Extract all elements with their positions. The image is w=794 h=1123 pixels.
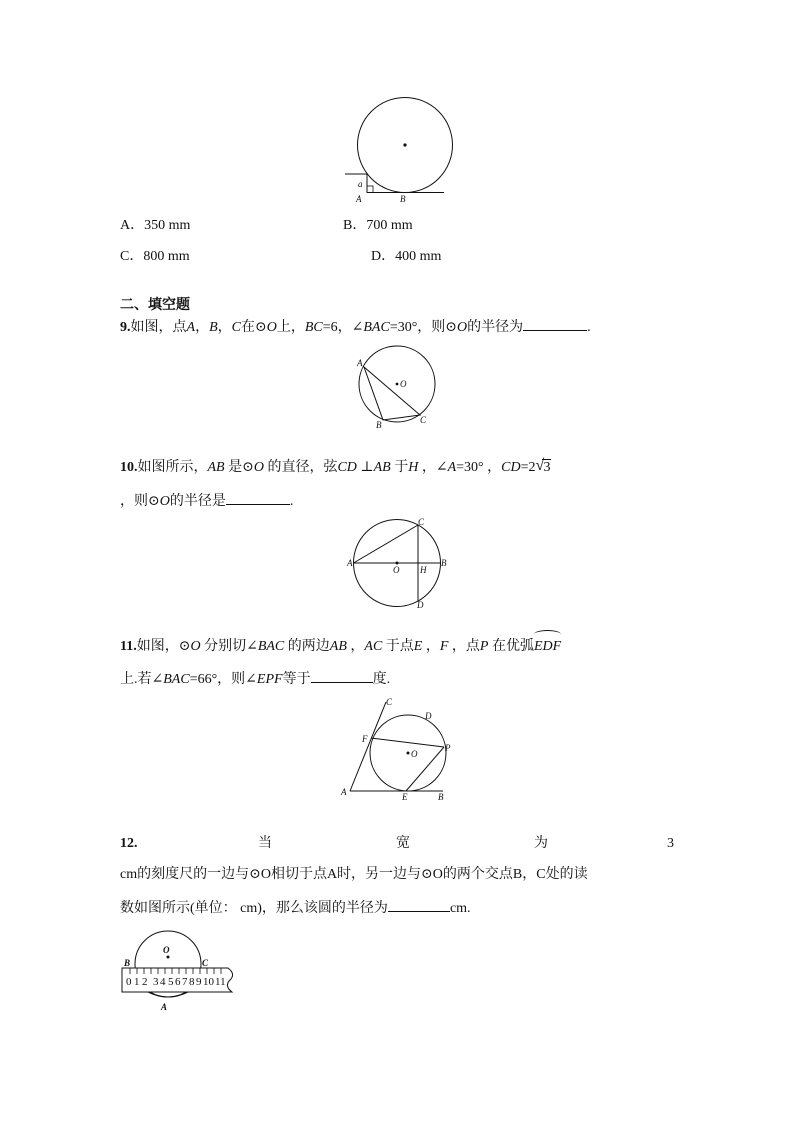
svg-text:11: 11 <box>215 976 226 988</box>
svg-text:C: C <box>420 415 427 425</box>
figure-q9 <box>352 343 442 428</box>
svg-text:2: 2 <box>142 976 148 988</box>
choice-b: B．700 mm <box>343 218 413 233</box>
svg-text:A: A <box>341 787 347 797</box>
svg-text:B: B <box>124 958 131 968</box>
figure-q12 <box>118 922 236 1014</box>
svg-text:O: O <box>393 565 400 575</box>
svg-text:C: C <box>418 517 425 527</box>
svg-text:P: P <box>445 743 451 753</box>
svg-text:F: F <box>362 734 368 744</box>
section-title: 二、填空题 <box>120 298 190 313</box>
choice-d: D．400 mm <box>371 249 442 264</box>
svg-text:6: 6 <box>175 976 181 988</box>
svg-text:5: 5 <box>168 976 174 988</box>
answer-blank-11[interactable] <box>311 668 373 683</box>
svg-text:O: O <box>163 945 170 955</box>
label-B: B <box>400 194 406 204</box>
svg-text:E: E <box>402 792 408 802</box>
choice-a: A．350 mm <box>120 218 191 233</box>
svg-text:8: 8 <box>189 976 195 988</box>
answer-blank-10[interactable] <box>226 490 290 505</box>
choice-c: C．800 mm <box>120 249 190 264</box>
center-dot <box>403 143 406 146</box>
svg-text:C: C <box>202 958 209 968</box>
svg-text:O: O <box>400 379 407 389</box>
svg-text:9: 9 <box>196 976 202 988</box>
svg-text:B: B <box>376 420 382 430</box>
question-10-line2: ，则⊙O的半径是 . <box>120 490 293 512</box>
question-12-line1: 12. 当 宽 为 3 <box>120 836 674 851</box>
figure-q8 <box>340 95 450 210</box>
question-9: 9.如图，点A，B，C在⊙O上，BC=6，∠BAC=30°，则⊙O的半径为 . <box>120 316 591 338</box>
svg-text:O: O <box>411 749 418 759</box>
question-11-line1: 11.如图，⊙O 分别切∠BAC 的两边AB ，AC 于点E ，F ，点P 在优弧 EDF <box>120 637 561 657</box>
svg-text:A: A <box>347 558 353 568</box>
arc-edf: EDF <box>534 637 561 657</box>
svg-text:D: D <box>425 711 432 721</box>
svg-text:C: C <box>386 697 393 707</box>
svg-text:0: 0 <box>126 976 132 988</box>
question-10-line1: 10.如图所示，AB 是⊙O 的直径，弦CD ⊥AB 于H ，∠A=30° ，CD=2 √ 3 <box>120 458 551 478</box>
svg-text:10: 10 <box>203 976 214 988</box>
svg-text:D: D <box>417 600 424 610</box>
answer-blank-9[interactable] <box>523 316 587 331</box>
svg-text:4: 4 <box>160 976 166 988</box>
question-12-line3: 数如图所示(单位： cm)，那么该圆的半径为 cm. <box>120 897 471 919</box>
svg-text:A: A <box>357 358 363 368</box>
question-12-line2: cm的刻度尺的一边与⊙O相切于点A时，另一边与⊙O的两个交点B，C处的读 <box>120 867 588 882</box>
svg-text:H: H <box>420 565 427 575</box>
svg-text:7: 7 <box>182 976 188 988</box>
figure-q10 <box>344 516 452 612</box>
svg-text:B: B <box>441 558 447 568</box>
svg-text:1: 1 <box>134 976 140 988</box>
svg-text:A: A <box>161 1002 168 1012</box>
figure-q11 <box>338 694 456 806</box>
question-11-line2: 上.若∠BAC=66°，则∠EPF等于 度. <box>120 668 390 690</box>
svg-text:3: 3 <box>153 976 159 988</box>
answer-blank-12[interactable] <box>388 897 450 912</box>
svg-text:B: B <box>438 792 444 802</box>
sqrt-3: √ 3 <box>535 457 551 475</box>
label-A: A <box>356 194 362 204</box>
label-a: a <box>358 179 363 189</box>
